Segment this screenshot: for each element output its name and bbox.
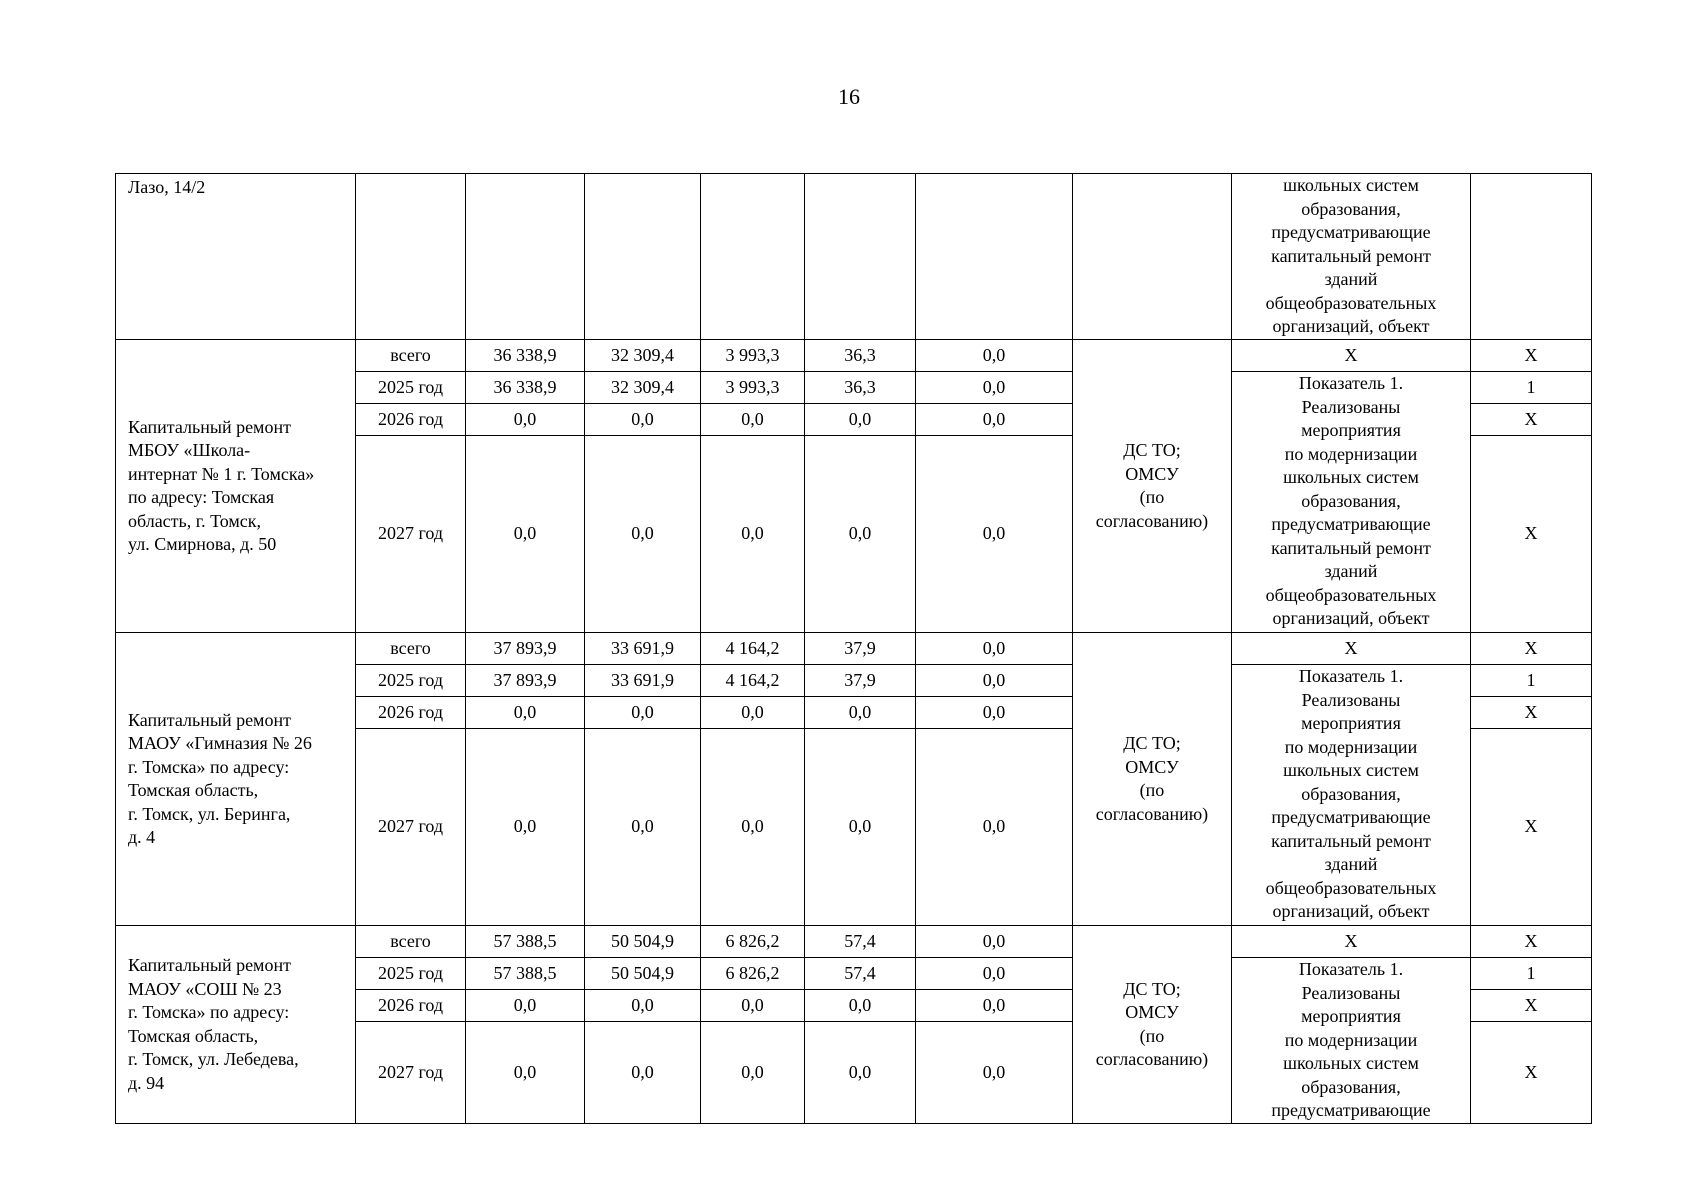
- extrabudget-cell: 0,0: [916, 1022, 1073, 1124]
- federal-cell: 50 504,9: [585, 926, 701, 958]
- value-cell: Х: [1471, 404, 1592, 436]
- page-number: 16: [838, 84, 860, 109]
- extrabudget-cell: 0,0: [916, 404, 1073, 436]
- event-name-cell: Капитальный ремонт МАОУ «Гимназия № 26 г. Томска» по адресу: Томская область, г. Томск, ул. Беринга, д. 4: [116, 633, 356, 926]
- federal-cell: 33 691,9: [585, 665, 701, 697]
- federal-cell: 0,0: [585, 436, 701, 633]
- extrabudget-cell: 0,0: [916, 926, 1073, 958]
- extrabudget-cell: 0,0: [916, 633, 1073, 665]
- regional-cell: 0,0: [701, 404, 805, 436]
- federal-cell: 33 691,9: [585, 633, 701, 665]
- value-cell: Х: [1471, 926, 1592, 958]
- table-row: [116, 633, 1592, 665]
- local-cell: 57,4: [805, 926, 916, 958]
- federal-cell: 0,0: [585, 729, 701, 926]
- extrabudget-cell: 0,0: [916, 436, 1073, 633]
- local-cell: 36,3: [805, 340, 916, 372]
- value-cell: Х: [1471, 990, 1592, 1022]
- value-cell: 1: [1471, 958, 1592, 990]
- local-cell: 0,0: [805, 436, 916, 633]
- regional-cell: 0,0: [701, 1022, 805, 1124]
- local-cell: 0,0: [805, 697, 916, 729]
- total-cell: 57 388,5: [466, 926, 585, 958]
- regional-cell: 0,0: [701, 729, 805, 926]
- period-cell: 2026 год: [356, 697, 466, 729]
- total-cell: 0,0: [466, 697, 585, 729]
- extrabudget-cell: 0,0: [916, 372, 1073, 404]
- total-cell: 0,0: [466, 1022, 585, 1124]
- extrabudget-cell: 0,0: [916, 958, 1073, 990]
- regional-cell: 3 993,3: [701, 372, 805, 404]
- local-cell: 0,0: [805, 729, 916, 926]
- federal-cell: 32 309,4: [585, 372, 701, 404]
- result-indicator-cell: Показатель 1. Реализованы мероприятия по модернизации школьных систем образования, предусматривающие капитальный ремонт зданий общеобразовательных организаций, объект: [1232, 665, 1471, 926]
- period-cell: 2025 год: [356, 372, 466, 404]
- local-cell: 57,4: [805, 958, 916, 990]
- local-cell: 0,0: [805, 404, 916, 436]
- period-cell: 2026 год: [356, 404, 466, 436]
- local-cell: 37,9: [805, 665, 916, 697]
- extrabudget-cell: 0,0: [916, 729, 1073, 926]
- regional-cell: 0,0: [701, 697, 805, 729]
- federal-cell: 32 309,4: [585, 340, 701, 372]
- period-cell: 2027 год: [356, 1022, 466, 1124]
- total-cell: 36 338,9: [466, 372, 585, 404]
- extrabudget-cell: 0,0: [916, 665, 1073, 697]
- period-cell: 2027 год: [356, 436, 466, 633]
- federal-cell: 0,0: [585, 404, 701, 436]
- regional-cell: 6 826,2: [701, 926, 805, 958]
- value-cell: Х: [1471, 436, 1592, 633]
- regional-cell: 4 164,2: [701, 633, 805, 665]
- regional-cell: 3 993,3: [701, 340, 805, 372]
- federal-cell: 0,0: [585, 990, 701, 1022]
- period-cell: всего: [356, 633, 466, 665]
- local-cell: 37,9: [805, 633, 916, 665]
- result-total-cell: Х: [1232, 926, 1471, 958]
- value-cell: Х: [1471, 1022, 1592, 1124]
- total-cell: 0,0: [466, 436, 585, 633]
- federal-cell: 50 504,9: [585, 958, 701, 990]
- total-cell: 37 893,9: [466, 665, 585, 697]
- executor-cell: ДС ТО; ОМСУ (по согласованию): [1073, 340, 1232, 633]
- local-cell: 36,3: [805, 372, 916, 404]
- local-cell: 0,0: [805, 990, 916, 1022]
- federal-cell: 0,0: [585, 1022, 701, 1124]
- period-cell: всего: [356, 926, 466, 958]
- value-cell: 1: [1471, 372, 1592, 404]
- period-cell: 2027 год: [356, 729, 466, 926]
- continuation-row: [116, 174, 1592, 340]
- executor-cell: ДС ТО; ОМСУ (по согласованию): [1073, 633, 1232, 926]
- value-cell: Х: [1471, 729, 1592, 926]
- value-cell: Х: [1471, 633, 1592, 665]
- table-row: [116, 926, 1592, 958]
- result-indicator-cell: Показатель 1. Реализованы мероприятия по модернизации школьных систем образования, предусматривающие: [1232, 958, 1471, 1124]
- continuation-name-cell: Лазо, 14/2: [116, 174, 356, 340]
- table-row: [116, 340, 1592, 372]
- total-cell: 0,0: [466, 404, 585, 436]
- continuation-result-cell: школьных систем образования, предусматривающие капитальный ремонт зданий общеобразовательных организаций, объект: [1232, 174, 1471, 340]
- extrabudget-cell: 0,0: [916, 697, 1073, 729]
- value-cell: Х: [1471, 697, 1592, 729]
- result-total-cell: Х: [1232, 633, 1471, 665]
- regional-cell: 4 164,2: [701, 665, 805, 697]
- regional-cell: 0,0: [701, 436, 805, 633]
- executor-cell: ДС ТО; ОМСУ (по согласованию): [1073, 926, 1232, 1124]
- total-cell: 57 388,5: [466, 958, 585, 990]
- total-cell: 37 893,9: [466, 633, 585, 665]
- extrabudget-cell: 0,0: [916, 340, 1073, 372]
- federal-cell: 0,0: [585, 697, 701, 729]
- value-cell: 1: [1471, 665, 1592, 697]
- total-cell: 0,0: [466, 990, 585, 1022]
- local-cell: 0,0: [805, 1022, 916, 1124]
- period-cell: 2025 год: [356, 958, 466, 990]
- value-cell: Х: [1471, 340, 1592, 372]
- event-name-cell: Капитальный ремонт МБОУ «Школа- интернат № 1 г. Томска» по адресу: Томская область, г. Томск, ул. Смирнова, д. 50: [116, 340, 356, 633]
- result-total-cell: Х: [1232, 340, 1471, 372]
- event-name-cell: Капитальный ремонт МАОУ «СОШ № 23 г. Томска» по адресу: Томская область, г. Томск, ул. Лебедева, д. 94: [116, 926, 356, 1124]
- financing-table: [115, 173, 1592, 1124]
- regional-cell: 6 826,2: [701, 958, 805, 990]
- total-cell: 36 338,9: [466, 340, 585, 372]
- total-cell: 0,0: [466, 729, 585, 926]
- period-cell: 2025 год: [356, 665, 466, 697]
- period-cell: всего: [356, 340, 466, 372]
- extrabudget-cell: 0,0: [916, 990, 1073, 1022]
- regional-cell: 0,0: [701, 990, 805, 1022]
- result-indicator-cell: Показатель 1. Реализованы мероприятия по модернизации школьных систем образования, предусматривающие капитальный ремонт зданий общеобразовательных организаций, объект: [1232, 372, 1471, 633]
- period-cell: 2026 год: [356, 990, 466, 1022]
